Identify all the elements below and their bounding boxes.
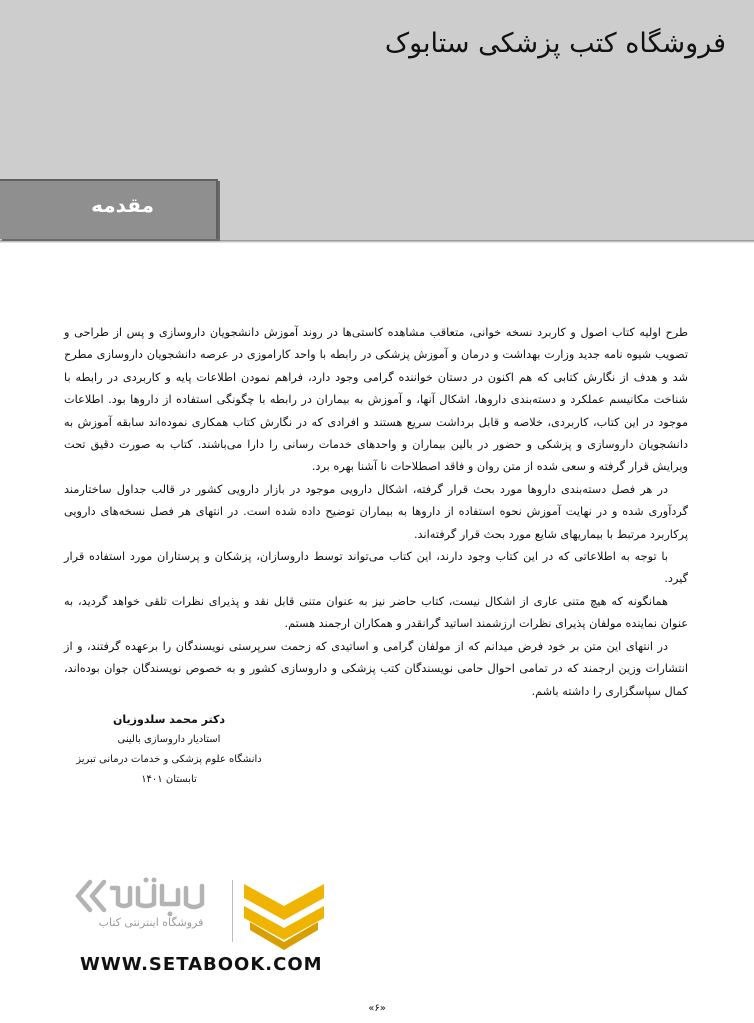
logo-store-name: فروشگاه اینترنتی کتاب	[98, 916, 204, 929]
header-divider	[0, 240, 754, 243]
setabook-logo	[66, 868, 328, 980]
logo-divider	[232, 880, 233, 942]
store-url: WWW.SETABOOK.COM	[80, 954, 323, 975]
author-position: استادیار داروسازی بالینی	[117, 734, 221, 745]
signature-date: تابستان ۱۴۰۱	[141, 774, 197, 785]
paragraph: همانگونه که هیچ متنی عاری از اشکال نیست، کتاب حاضر نیز به عنوان متنی قابل نقد و پذیرای نظرات تلقی خواهد گردید، به عنوان نماینده مولفان پذیرای نظرات ارزشمند اساتید گرانقدر و همکاران ارجمند هستم.	[64, 594, 688, 631]
store-title: فروشگاه کتب پزشکی ستابوک	[384, 28, 726, 59]
book-chevron-icon	[244, 880, 324, 950]
paragraph: با توجه به اطلاعاتی که در این کتاب وجود دارند، این کتاب می‌تواند توسط داروسازان، پزشکان و پرستاران مورد استفاده قرار گیرد.	[64, 550, 688, 586]
section-title: مقدمه	[91, 193, 154, 217]
preface-body	[64, 322, 688, 703]
author-affiliation: دانشگاه علوم پزشکی و خدمات درمانی تبریز	[76, 754, 262, 765]
author-signature	[74, 710, 264, 790]
section-title-tab	[0, 179, 218, 239]
page-number: «۶»	[368, 1003, 386, 1014]
paragraph: در هر فصل دسته‌بندی داروها مورد بحث قرار گرفته، اشکال دارویی موجود در بازار دارویی کشور در قالب جداول ساختارمند گردآوری شده و در نهایت آموزش نحوه استفاده از داروها به بیماران توضیح داده شده است. در انتهای هر فصل نسخه‌های دارویی پرکاربرد مرتبط با بیماریهای شایع مورد بحث قرار گرفته‌اند.	[64, 482, 688, 541]
paragraph: در انتهای این متن بر خود فرض میدانم که از مولفان گرامی و اساتیدی که زحمت سرپرستی نویسندگان را برعهده گرفتند، و از انتشارات وزین ارجمند که در تمامی احوال حامی نویسندگان کتب پزشکی و داروسازی کشور و به خصوص نویسندگان جوان بوده‌اند، کمال سپاسگزاری را داشته باشم.	[64, 639, 688, 698]
author-name: دکتر محمد سلدوزیان	[113, 713, 225, 726]
paragraph: طرح اولیه کتاب اصول و کاربرد نسخه خوانی، متعاقب مشاهده کاستی‌ها در روند آموزش دانشجویان داروسازی و پس از طراحی و تصویب شیوه نامه جدید وزارت بهداشت و درمان و آموزش پزشکی در رابطه با واحد کاراموزی در عرصه دانشجویان داروسازی مطرح شد و هدف از نگارش کتابی که هم اکنون در دستان خواننده گرامی وجود دارد، فراهم نمودن اطلاعات پایه و کاربردی در رابطه با شناخت مکانیسم عملکرد و دسته‌بندی داروها، اشکال آنها، و آموزش به بیماران در رابطه با چگونگی استفاده از داروها بود. اطلاعات موجود در این کتاب، کاربردی، خلاصه و قابل برداشت سریع هستند و افرادی که در نگارش کتاب همکاری نموده‌اند سابقه آموزش به دانشجویان داروسازی و پزشکی و حضور در بالین بیماران و واحدهای خدمات رسانی را دارا می‌باشند. کتاب به صورت دقیق تحت ویرایش قرار گرفته و سعی شده از متن روان و فاقد اصطلاحات نا آشنا بهره برد.	[64, 326, 688, 474]
